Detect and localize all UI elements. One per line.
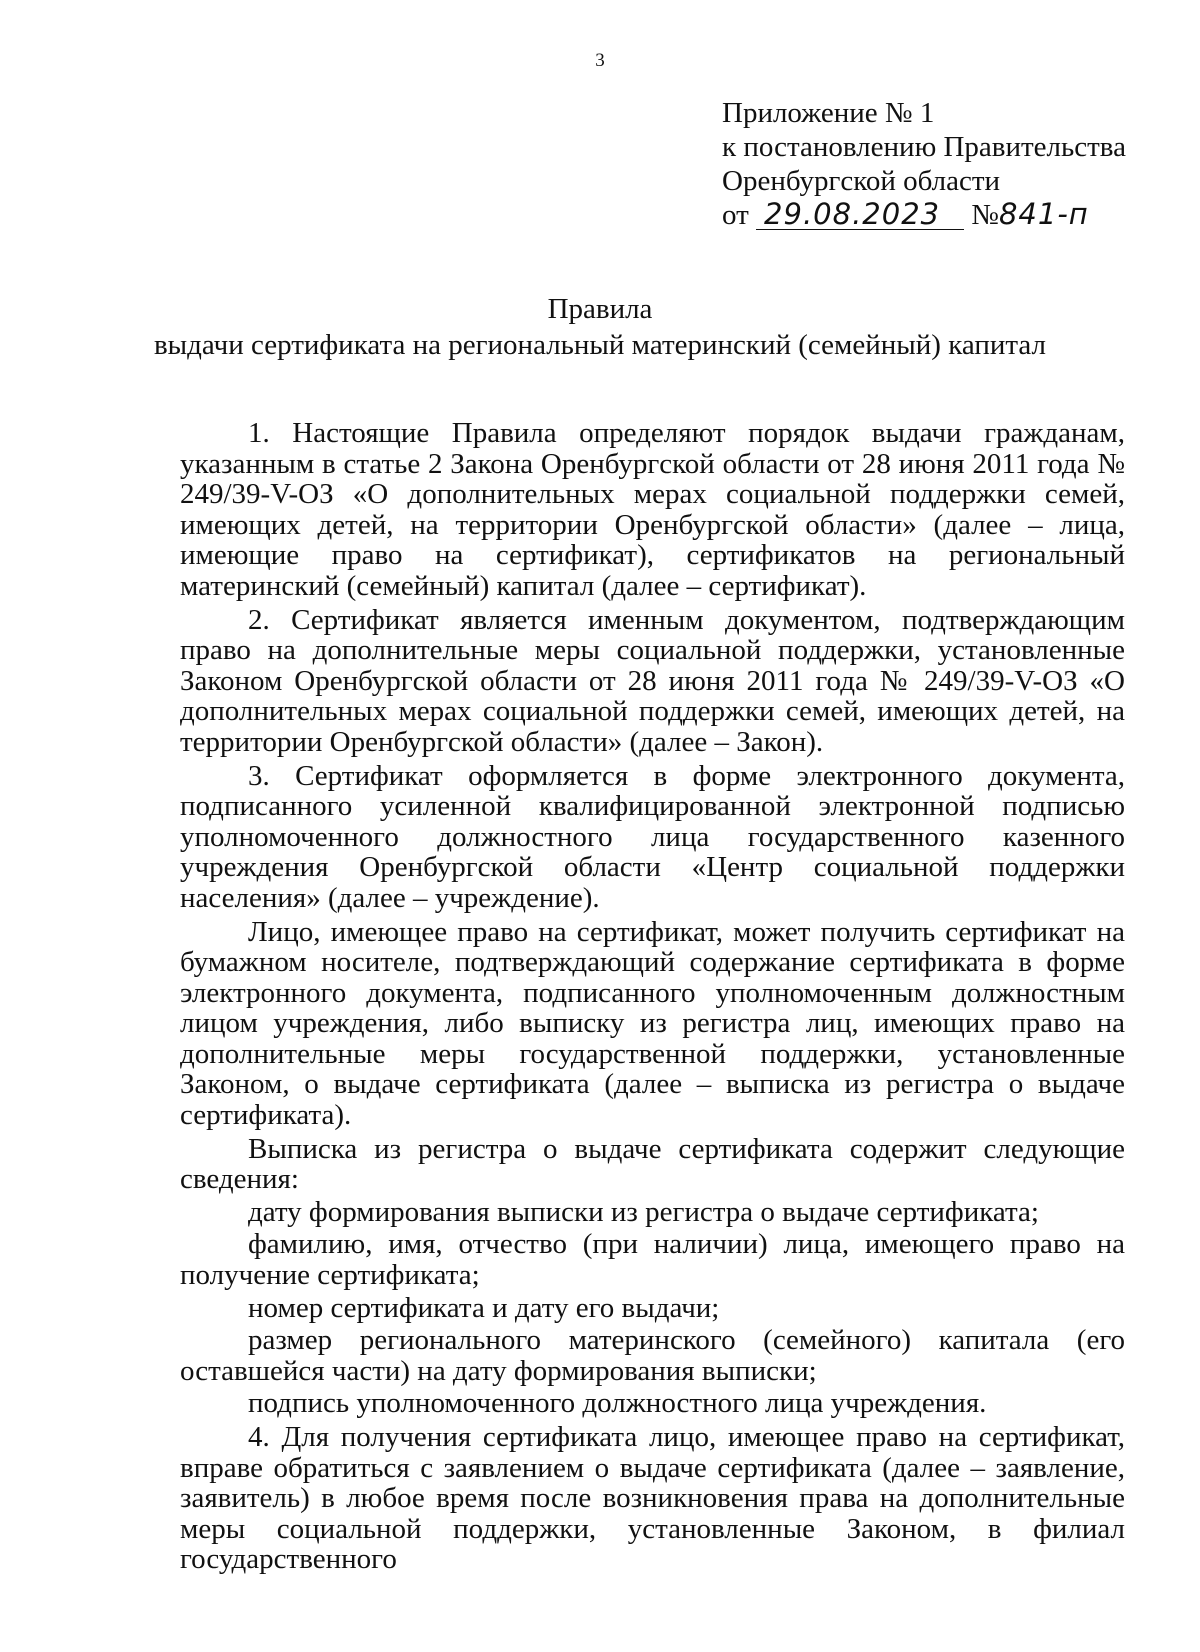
appendix-header xyxy=(722,96,1126,232)
date-prefix: от xyxy=(722,199,749,231)
list-item-name: фамилию, имя, отчество (при наличии) лица, имеющего право на получение сертификата; xyxy=(180,1228,1125,1292)
paragraph-3: 3. Сертификат оформляется в форме электронного документа, подписанного усиленной квалифицированной электронной подписью уполномоченного должностного лица государственного казенного учреждения Оренбургской области «Центр социальной поддержки населения» (далее – учреждение). xyxy=(180,759,1125,914)
appendix-date-line xyxy=(722,198,1126,232)
paragraph-4: 4. Для получения сертификата лицо, имеющее право на сертификат, вправе обратиться с заявлением о выдаче сертификата (далее – заявление, заявитель) в любое время после возникновения права на дополнительные меры социальной поддержки, установленные Законом, в филиал государственного xyxy=(180,1421,1125,1576)
list-item-date: дату формирования выписки из регистра о выдаче сертификата; xyxy=(248,1195,1039,1228)
paragraph-extract-intro: Выписка из регистра о выдаче сертификата содержит следующие сведения: xyxy=(180,1132,1125,1196)
paragraph-1: 1. Настоящие Правила определяют порядок выдачи гражданам, указанным в статье 2 Закона Оренбургской области от 28 июня 2011 года № 249/39-V-ОЗ «О дополнительных мерах социальной поддержки семей, имеющих детей, на территории Оренбургской области» (далее – лица, имеющие право на сертификат), сертификатов на региональный материнский (семейный) капитал (далее – сертификат). xyxy=(180,417,1125,602)
document-title: Правила xyxy=(547,293,653,325)
list-item-signature: подпись уполномоченного должностного лица учреждения. xyxy=(248,1387,987,1420)
handwritten-date: 29.08.2023 xyxy=(756,199,964,230)
document-subtitle: выдачи сертификата на региональный материнский (семейный) капитал xyxy=(153,329,1047,361)
appendix-line-2: к постановлению Правительства xyxy=(722,131,1126,163)
document-body xyxy=(180,418,1125,1575)
paragraph-3-note: Лицо, имеющее право на сертификат, может получить сертификат на бумажном носителе, подтверждающий содержание сертификата в форме электронного документа, подписанного уполномоченным должностным лицом учреждения, либо выписку из регистра лиц, имеющих право на дополнительные меры государственной поддержки, установленные Законом, о выдаче сертификата (далее – выписка из регистра о выдаче сертификата). xyxy=(180,915,1125,1132)
page-number: 3 xyxy=(595,50,605,71)
appendix-line-1: Приложение № 1 xyxy=(722,97,935,129)
list-item-amount: размер регионального материнского (семейного) капитала (его оставшейся части) на дату формирования выписки; xyxy=(180,1324,1125,1387)
paragraph-2: 2. Сертификат является именным документом, подтверждающим право на дополнительные меры социальной поддержки, установленные Законом Оренбургской области от 28 июня 2011 года № 249/39-V-ОЗ «О дополнительных мерах социальной поддержки семей, имеющих детей, на территории Оренбургской области» (далее – Закон). xyxy=(180,603,1125,758)
list-item-number: номер сертификата и дату его выдачи; xyxy=(248,1291,720,1324)
handwritten-number: 841-п xyxy=(998,197,1089,231)
number-prefix: № xyxy=(971,199,999,231)
appendix-line-3: Оренбургской области xyxy=(722,165,1001,197)
